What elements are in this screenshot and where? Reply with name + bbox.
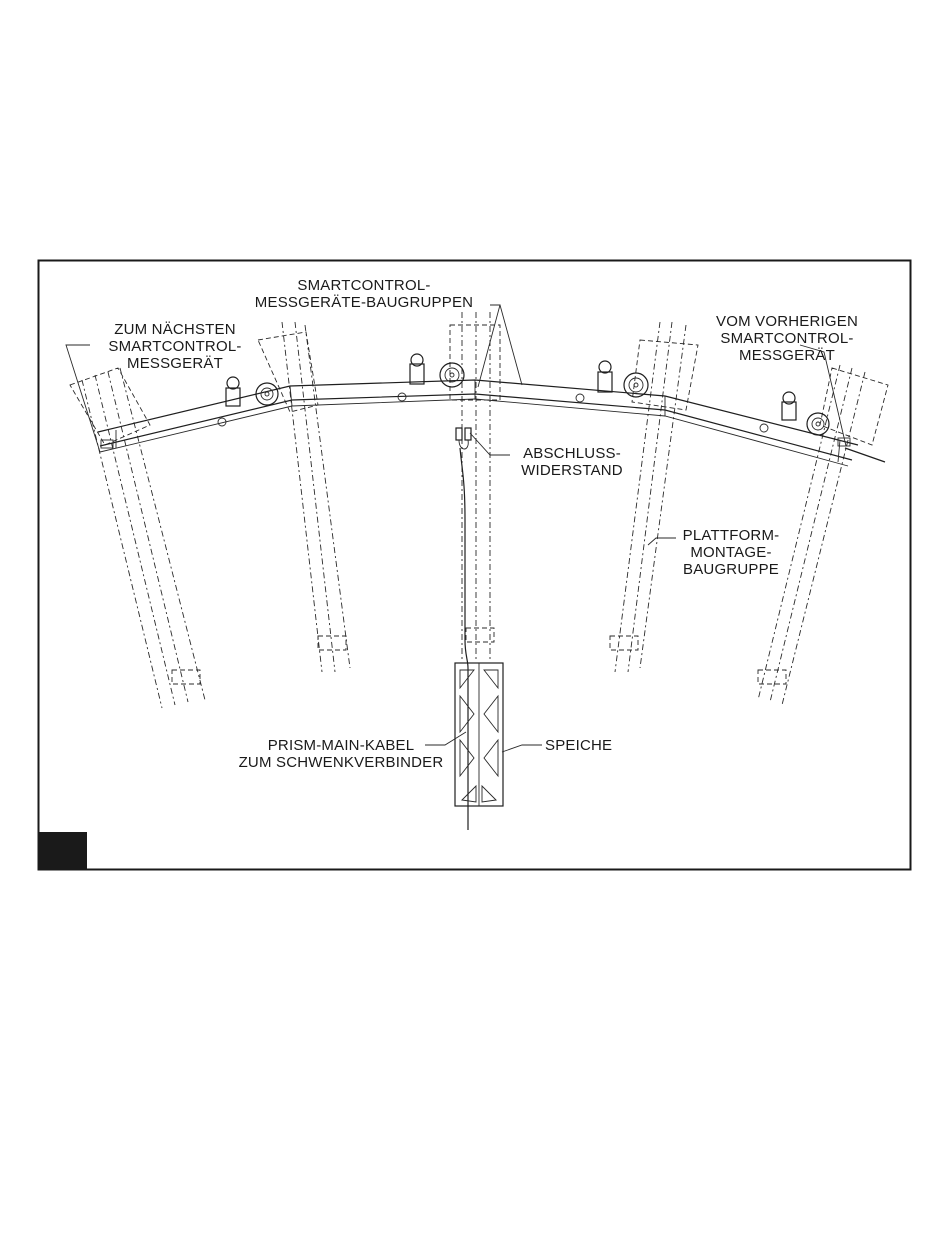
label-prism-cable bbox=[239, 737, 444, 771]
terminating-resistor bbox=[456, 428, 471, 449]
platform-mount-right bbox=[610, 322, 698, 672]
corner-block bbox=[39, 832, 87, 870]
label-plat-line3: BAUGRUPPE bbox=[683, 561, 779, 578]
label-meters-line1: SMARTCONTROL- bbox=[297, 277, 431, 294]
platform-mount-left bbox=[258, 322, 350, 672]
meter-assembly-4 bbox=[782, 392, 829, 435]
label-plat-line1: PLATTFORM- bbox=[682, 527, 780, 544]
label-next-line1: ZUM NÄCHSTEN bbox=[114, 321, 236, 338]
label-smartcontrol-meters bbox=[255, 277, 473, 311]
label-next-line3: MESSGERÄT bbox=[127, 355, 223, 372]
prism-main-cable bbox=[460, 448, 468, 830]
label-terminating-resistor bbox=[521, 445, 623, 479]
label-term-line1: ABSCHLUSS- bbox=[523, 445, 621, 462]
label-term-line2: WIDERSTAND bbox=[521, 462, 623, 479]
label-meters-line2: MESSGERÄTE-BAUGRUPPEN bbox=[254, 294, 474, 311]
truss-span bbox=[98, 380, 885, 466]
label-prev-line2: SMARTCONTROL- bbox=[720, 330, 854, 347]
meter-assembly-1 bbox=[226, 377, 278, 406]
label-next-meter bbox=[108, 321, 241, 372]
label-plat-line2: MONTAGE- bbox=[690, 544, 772, 561]
label-cable-line1: PRISM-MAIN-KABEL bbox=[267, 737, 415, 754]
label-platform-mount bbox=[683, 527, 780, 578]
label-prev-line3: MESSGERÄT bbox=[739, 347, 835, 364]
label-next-line2: SMARTCONTROL- bbox=[108, 338, 242, 355]
label-spoke: SPEICHE bbox=[545, 737, 613, 754]
label-cable-line2: ZUM SCHWENKVERBINDER bbox=[238, 754, 444, 771]
platform-mount-far-left bbox=[70, 368, 205, 708]
label-prev-line1: VOM VORHERIGEN bbox=[716, 313, 858, 330]
meter-assembly-3 bbox=[598, 361, 648, 397]
label-previous-meter bbox=[716, 313, 858, 364]
